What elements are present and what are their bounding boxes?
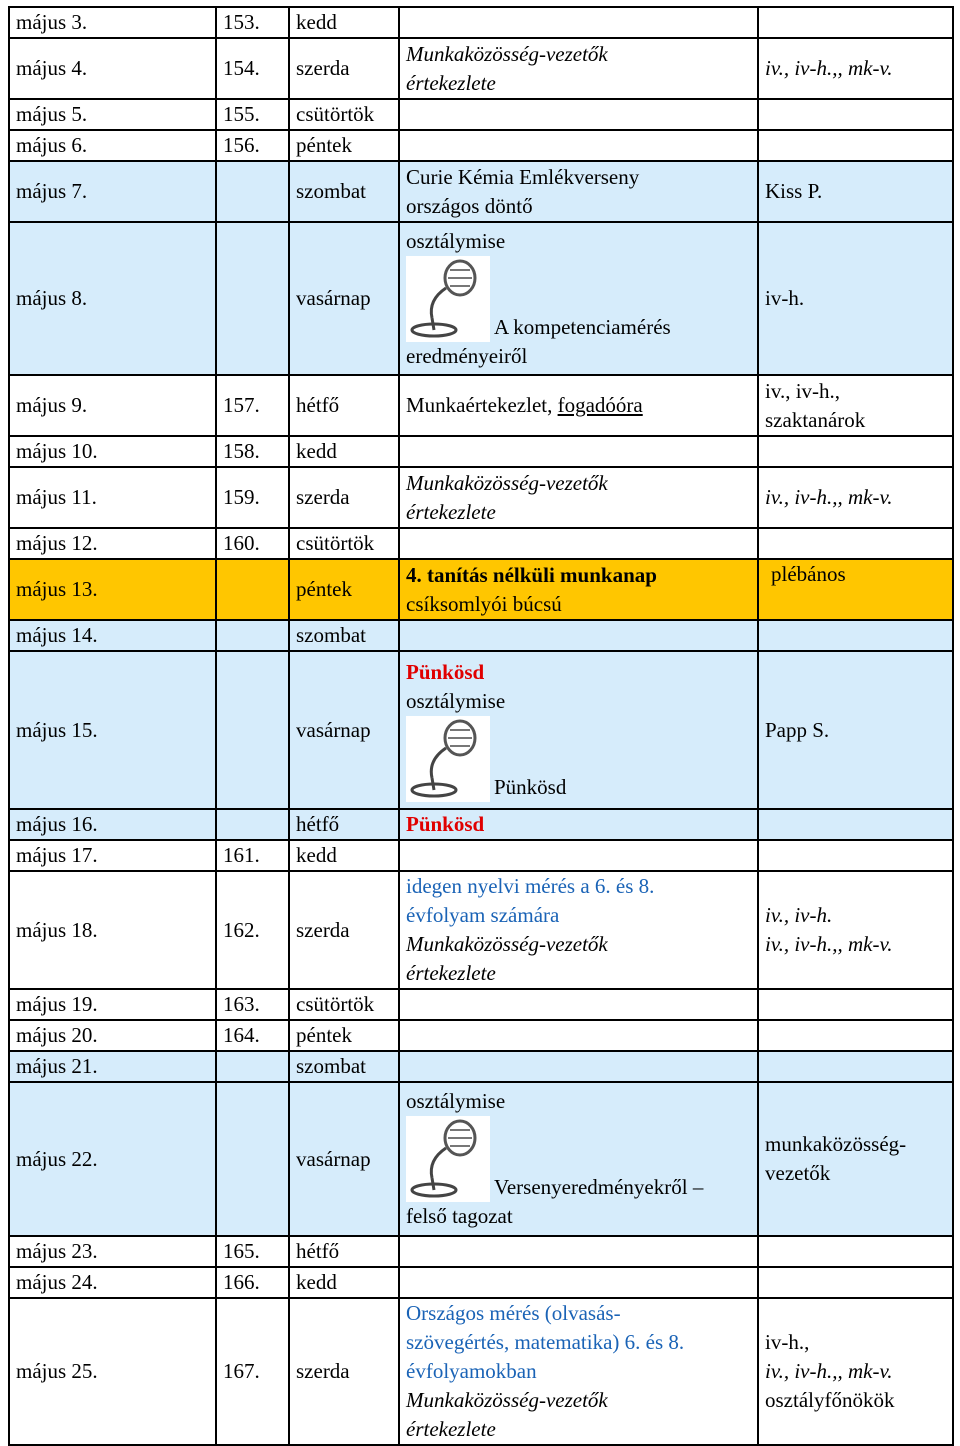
microphone-icon	[406, 256, 490, 342]
date-cell: május 21.	[9, 1051, 216, 1082]
day-cell: hétfő	[289, 809, 399, 840]
event-text: Munkaértekezlet,	[406, 393, 558, 417]
number-cell: 158.	[216, 436, 289, 467]
event-cell	[399, 1051, 758, 1082]
number-cell: 155.	[216, 99, 289, 130]
table-row	[9, 809, 953, 840]
responsible-cell	[758, 1267, 953, 1298]
event-link[interactable]: fogadóóra	[557, 393, 643, 417]
event-cell	[399, 130, 758, 161]
event-line: Curie Kémia Emlékverseny	[406, 164, 640, 189]
number-cell: 164.	[216, 1020, 289, 1051]
day-cell: csütörtök	[289, 99, 399, 130]
event-cell	[399, 809, 758, 840]
day-cell: csütörtök	[289, 528, 399, 559]
responsible-line: iv., iv-h.,, mk-v.	[765, 932, 893, 956]
sermon-line: Versenyeredményekről –	[494, 1175, 704, 1199]
responsible-line: iv., iv-h.	[765, 903, 833, 927]
responsible-cell	[758, 840, 953, 871]
table-row	[9, 1051, 953, 1082]
responsible-cell: Kiss P.	[758, 161, 953, 222]
event-line: Országos mérés (olvasás-	[406, 1301, 621, 1325]
date-cell: május 3.	[9, 7, 216, 38]
day-cell: péntek	[289, 559, 399, 620]
date-cell: május 11.	[9, 467, 216, 528]
date-cell: május 12.	[9, 528, 216, 559]
number-cell: 153.	[216, 7, 289, 38]
number-cell: 166.	[216, 1267, 289, 1298]
microphone-icon	[406, 716, 490, 802]
sermon-line: Pünkösd	[494, 775, 567, 799]
table-row	[9, 161, 953, 222]
number-cell: 167.	[216, 1298, 289, 1445]
event-line: értekezlete	[406, 961, 496, 985]
day-cell: szerda	[289, 467, 399, 528]
number-cell	[216, 161, 289, 222]
table-row	[9, 7, 953, 38]
date-cell: május 20.	[9, 1020, 216, 1051]
responsible-cell	[758, 1298, 953, 1445]
number-cell: 165.	[216, 1236, 289, 1267]
day-cell: péntek	[289, 1020, 399, 1051]
responsible-cell	[758, 1051, 953, 1082]
microphone-icon	[406, 1116, 490, 1202]
number-cell	[216, 222, 289, 375]
responsible-line: iv., iv-h.,	[765, 378, 841, 403]
date-cell: május 5.	[9, 99, 216, 130]
date-cell: május 8.	[9, 222, 216, 375]
number-cell: 160.	[216, 528, 289, 559]
event-cell	[399, 1236, 758, 1267]
responsible-cell: iv., iv-h.,, mk-v.	[758, 38, 953, 99]
day-cell: szombat	[289, 161, 399, 222]
day-cell: péntek	[289, 130, 399, 161]
responsible-cell	[758, 1236, 953, 1267]
schedule-table	[8, 6, 954, 1446]
day-cell: kedd	[289, 436, 399, 467]
day-cell: szombat	[289, 1051, 399, 1082]
number-cell	[216, 651, 289, 809]
day-cell: kedd	[289, 840, 399, 871]
event-cell	[399, 99, 758, 130]
number-cell	[216, 809, 289, 840]
sermon-line: A kompetenciamérés	[494, 314, 671, 339]
number-cell: 161.	[216, 840, 289, 871]
event-line: országos döntő	[406, 193, 533, 218]
event-cell	[399, 1082, 758, 1236]
holiday-label: Pünkösd	[406, 660, 485, 684]
table-row	[9, 651, 953, 809]
date-cell: május 7.	[9, 161, 216, 222]
day-cell: vasárnap	[289, 651, 399, 809]
date-cell: május 19.	[9, 989, 216, 1020]
number-cell: 154.	[216, 38, 289, 99]
date-cell: május 16.	[9, 809, 216, 840]
event-cell	[399, 559, 758, 620]
event-cell	[399, 1020, 758, 1051]
date-cell: május 22.	[9, 1082, 216, 1236]
day-cell: hétfő	[289, 375, 399, 436]
responsible-cell: iv., iv-h.,, mk-v.	[758, 467, 953, 528]
number-cell: 162.	[216, 871, 289, 989]
table-row	[9, 436, 953, 467]
event-line: Munkaközösség-vezetők	[406, 1388, 608, 1412]
event-cell	[399, 989, 758, 1020]
event-line: csíksomlyói búcsú	[406, 591, 562, 616]
day-cell: csütörtök	[289, 989, 399, 1020]
sermon-line: eredményeiről	[406, 343, 528, 368]
date-cell: május 9.	[9, 375, 216, 436]
responsible-line: szaktanárok	[765, 407, 866, 432]
number-cell: 159.	[216, 467, 289, 528]
responsible-cell: Papp S.	[758, 651, 953, 809]
responsible-cell	[758, 99, 953, 130]
date-cell: május 10.	[9, 436, 216, 467]
responsible-cell: plébános	[758, 559, 953, 620]
day-cell: szombat	[289, 620, 399, 651]
day-cell: kedd	[289, 1267, 399, 1298]
responsible-cell	[758, 375, 953, 436]
responsible-cell	[758, 620, 953, 651]
responsible-cell	[758, 436, 953, 467]
day-cell: szerda	[289, 871, 399, 989]
event-cell	[399, 38, 758, 99]
responsible-line: iv., iv-h.,, mk-v.	[765, 1359, 893, 1383]
date-cell: május 23.	[9, 1236, 216, 1267]
event-cell	[399, 161, 758, 222]
table-row	[9, 222, 953, 375]
number-cell	[216, 559, 289, 620]
date-cell: május 13.	[9, 559, 216, 620]
table-row	[9, 528, 953, 559]
event-cell	[399, 375, 758, 436]
event-line: Munkaközösség-vezetők	[406, 470, 608, 495]
table-row	[9, 620, 953, 651]
holiday-label: Pünkösd	[406, 812, 485, 836]
number-cell: 157.	[216, 375, 289, 436]
number-cell: 156.	[216, 130, 289, 161]
event-line: idegen nyelvi mérés a 6. és 8.	[406, 874, 655, 898]
date-cell: május 14.	[9, 620, 216, 651]
responsible-line: iv-h.,	[765, 1330, 810, 1354]
table-row	[9, 99, 953, 130]
event-line: évfolyam számára	[406, 903, 560, 927]
event-cell	[399, 840, 758, 871]
responsible-cell: munkaközösség-vezetők	[758, 1082, 953, 1236]
day-cell: szerda	[289, 1298, 399, 1445]
table-row	[9, 559, 953, 620]
event-cell	[399, 1267, 758, 1298]
day-cell: vasárnap	[289, 222, 399, 375]
number-cell: 163.	[216, 989, 289, 1020]
date-cell: május 4.	[9, 38, 216, 99]
table-row	[9, 1267, 953, 1298]
event-line: értekezlete	[406, 499, 496, 524]
number-cell	[216, 620, 289, 651]
table-row	[9, 375, 953, 436]
date-cell: május 6.	[9, 130, 216, 161]
event-line: Munkaközösség-vezetők	[406, 41, 608, 66]
event-line: évfolyamokban	[406, 1359, 537, 1383]
table-row	[9, 130, 953, 161]
event-cell	[399, 222, 758, 375]
table-row	[9, 1298, 953, 1445]
table-row	[9, 989, 953, 1020]
table-row	[9, 1020, 953, 1051]
number-cell	[216, 1082, 289, 1236]
table-row	[9, 1082, 953, 1236]
date-cell: május 25.	[9, 1298, 216, 1445]
event-line: értekezlete	[406, 70, 496, 95]
table-row	[9, 840, 953, 871]
number-cell	[216, 1051, 289, 1082]
mass-label: osztálymise	[406, 1089, 506, 1113]
day-cell: kedd	[289, 7, 399, 38]
day-cell: szerda	[289, 38, 399, 99]
responsible-cell	[758, 809, 953, 840]
day-cell: vasárnap	[289, 1082, 399, 1236]
event-line: értekezlete	[406, 1417, 496, 1441]
date-cell: május 24.	[9, 1267, 216, 1298]
date-cell: május 18.	[9, 871, 216, 989]
event-cell	[399, 871, 758, 989]
responsible-cell: iv-h.	[758, 222, 953, 375]
event-line: Munkaközösség-vezetők	[406, 932, 608, 956]
responsible-cell	[758, 528, 953, 559]
responsible-cell	[758, 130, 953, 161]
mass-label: osztálymise	[406, 689, 506, 713]
date-cell: május 17.	[9, 840, 216, 871]
date-cell: május 15.	[9, 651, 216, 809]
event-cell	[399, 436, 758, 467]
event-cell	[399, 467, 758, 528]
event-line: szövegértés, matematika) 6. és 8.	[406, 1330, 685, 1354]
event-line: 4. tanítás nélküli munkanap	[406, 562, 657, 587]
responsible-cell	[758, 1020, 953, 1051]
responsible-cell	[758, 7, 953, 38]
day-cell: hétfő	[289, 1236, 399, 1267]
event-cell	[399, 1298, 758, 1445]
table-row	[9, 1236, 953, 1267]
event-cell	[399, 651, 758, 809]
table-row	[9, 871, 953, 989]
table-row	[9, 467, 953, 528]
responsible-cell	[758, 989, 953, 1020]
mass-label: osztálymise	[406, 228, 506, 253]
event-cell	[399, 528, 758, 559]
responsible-line: osztályfőnökök	[765, 1388, 895, 1412]
event-cell	[399, 7, 758, 38]
table-row	[9, 38, 953, 99]
event-cell	[399, 620, 758, 651]
sermon-line: felső tagozat	[406, 1204, 513, 1228]
responsible-cell	[758, 871, 953, 989]
